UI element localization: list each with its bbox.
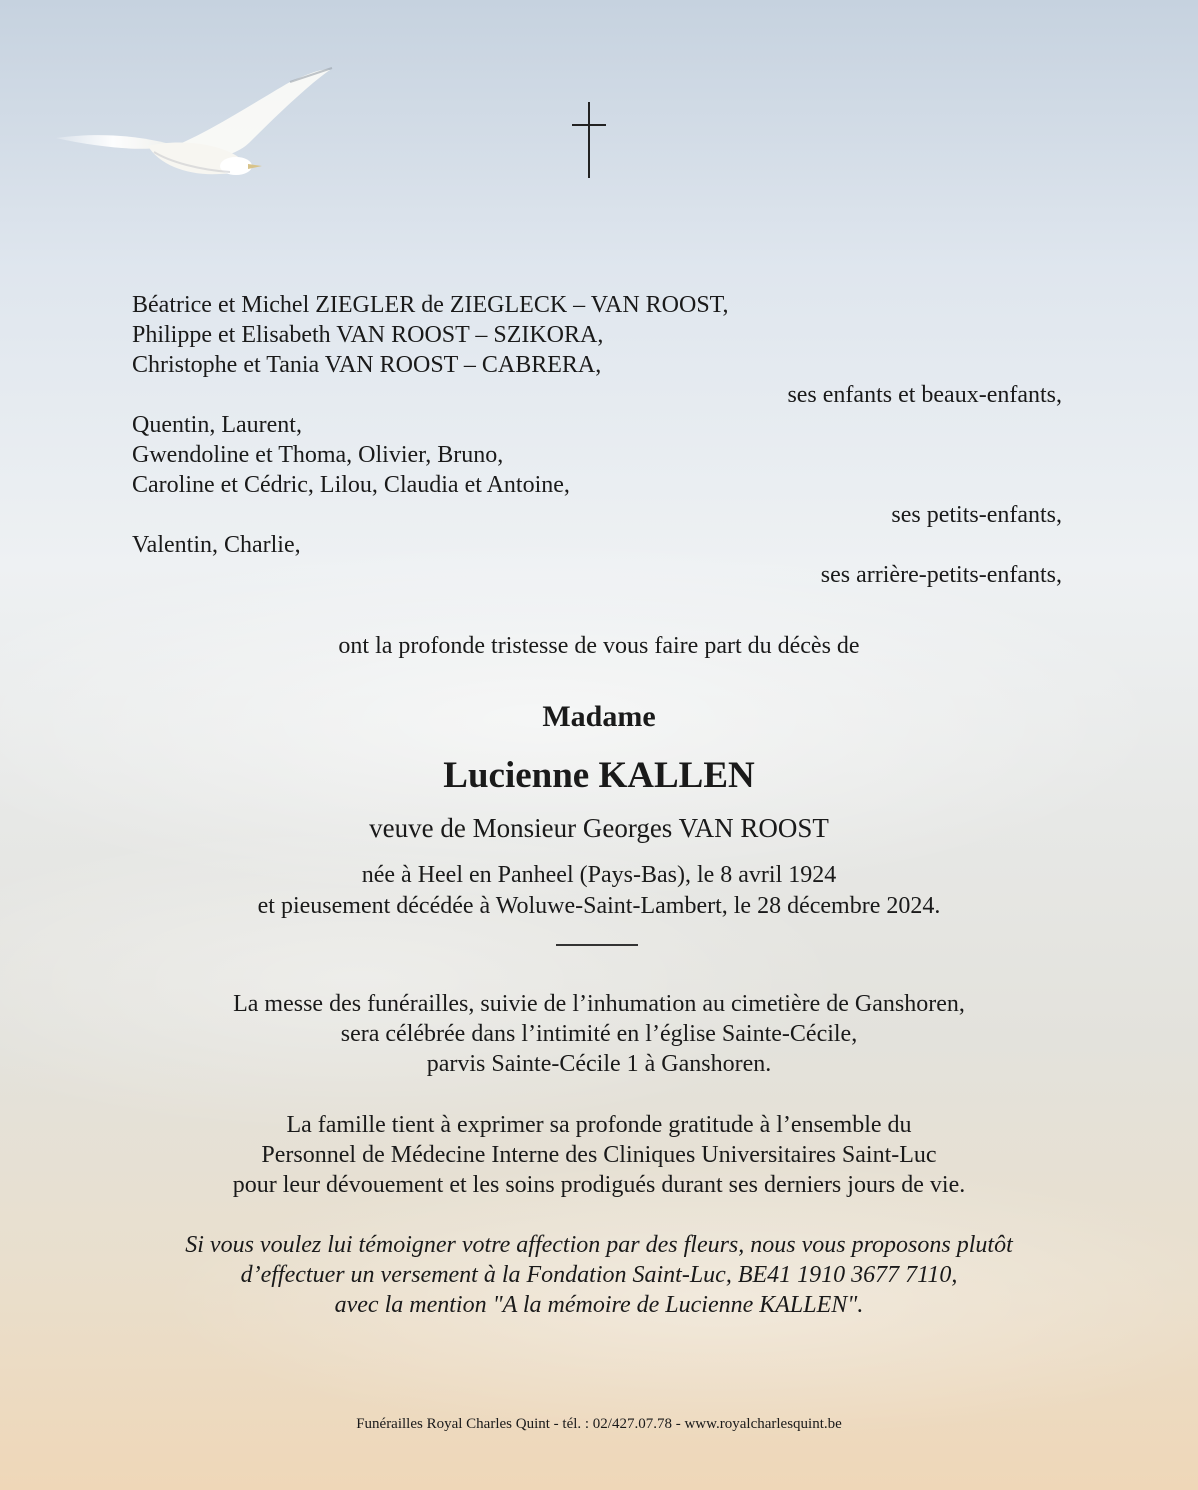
widow-of-text: veuve de Monsieur Georges VAN ROOST xyxy=(369,813,829,843)
gratitude-line: Personnel de Médecine Interne des Cliniques Universitaires Saint-Luc xyxy=(261,1142,937,1168)
children-line: Philippe et Elisabeth VAN ROOST – SZIKORA, xyxy=(132,322,604,348)
funeral-line: parvis Sainte-Cécile 1 à Ganshoren. xyxy=(426,1051,772,1077)
announcement-text: ont la profonde tristesse de vous faire part du décès de xyxy=(338,633,860,659)
donation-line: Si vous voulez lui témoigner votre affection par des fleurs, nous vous proposons plutôt xyxy=(185,1232,1013,1258)
deceased-honorific: Madame xyxy=(542,700,656,733)
deceased-name: Lucienne KALLEN xyxy=(443,755,755,796)
donation-line: d’effectuer un versement à la Fondation Saint-Luc, BE41 1910 3677 7110, xyxy=(240,1262,958,1288)
grandchildren-line: Caroline et Cédric, Lilou, Claudia et Antoine, xyxy=(132,472,570,498)
grandchildren-relation: ses petits-enfants, xyxy=(891,502,1062,528)
children-line: Béatrice et Michel ZIEGLER de ZIEGLECK – VAN ROOST, xyxy=(132,292,729,318)
funeral-line: sera célébrée dans l’intimité en l’église Sainte-Cécile, xyxy=(340,1021,858,1047)
children-relation: ses enfants et beaux-enfants, xyxy=(787,382,1062,408)
great-grandchildren-relation: ses arrière-petits-enfants, xyxy=(820,562,1062,588)
cross-icon xyxy=(572,102,606,178)
section-divider xyxy=(556,944,638,946)
death-text: et pieusement décédée à Woluwe-Saint-Lambert, le 28 décembre 2024. xyxy=(257,893,941,919)
seagull-icon xyxy=(50,62,340,192)
grandchildren-line: Gwendoline et Thoma, Olivier, Bruno, xyxy=(132,442,504,468)
gratitude-line: La famille tient à exprimer sa profonde gratitude à l’ensemble du xyxy=(286,1112,912,1138)
children-line: Christophe et Tania VAN ROOST – CABRERA, xyxy=(132,352,602,378)
grandchildren-line: Quentin, Laurent, xyxy=(132,412,302,438)
donation-line: avec la mention "A la mémoire de Lucienne KALLEN". xyxy=(334,1292,864,1318)
gratitude-line: pour leur dévouement et les soins prodigués durant ses derniers jours de vie. xyxy=(232,1172,966,1198)
funeral-home-footer: Funérailles Royal Charles Quint - tél. : 02/427.07.78 - www.royalcharlesquint.be xyxy=(356,1416,842,1432)
funeral-line: La messe des funérailles, suivie de l’inhumation au cimetière de Ganshoren, xyxy=(233,991,965,1017)
great-grandchildren-line: Valentin, Charlie, xyxy=(132,532,301,558)
birth-text: née à Heel en Panheel (Pays-Bas), le 8 avril 1924 xyxy=(361,862,837,888)
